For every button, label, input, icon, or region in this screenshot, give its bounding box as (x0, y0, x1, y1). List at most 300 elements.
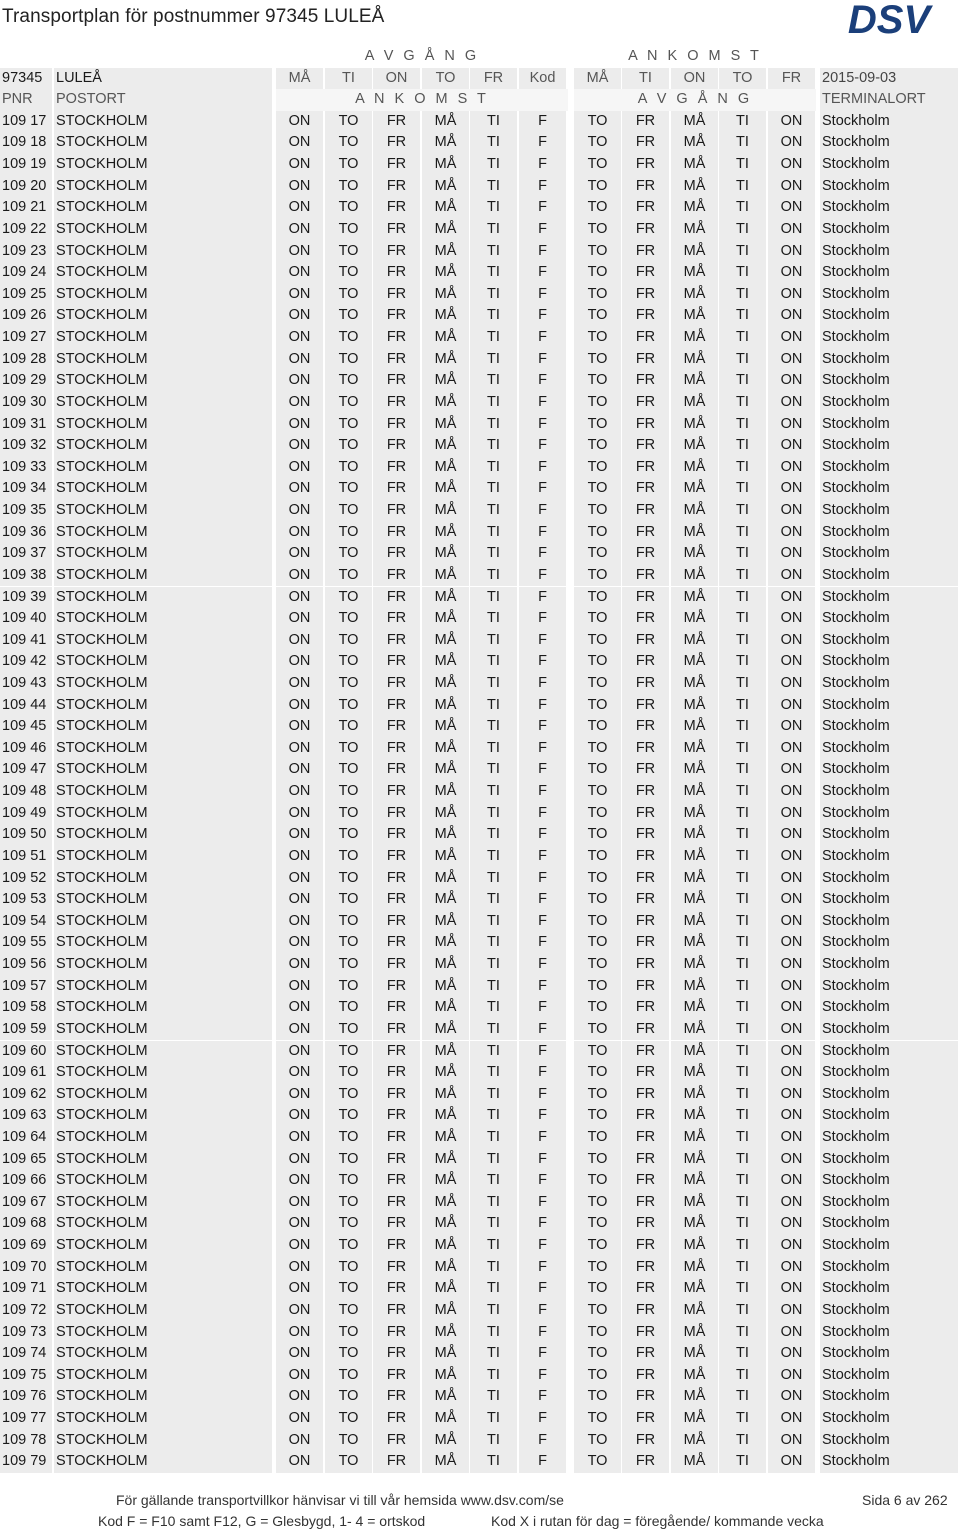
row-pnr: 109 39 (0, 587, 52, 609)
row-pnr: 109 40 (0, 608, 52, 630)
row-arrival-day: FR (373, 1365, 420, 1387)
row-departure-day: ON (768, 219, 815, 241)
row-departure-day: FR (622, 414, 669, 436)
row-departure-day: TI (719, 111, 766, 133)
row-arrival-day: TO (325, 154, 372, 176)
footer-week-legend: Kod X i rutan för dag = föregående/ kommande vecka (491, 1513, 824, 1529)
row-departure-day: MÅ (671, 522, 718, 544)
row-arrival-day: ON (276, 327, 323, 349)
row-terminal: Stockholm (820, 889, 958, 911)
row-departure-day: ON (768, 176, 815, 198)
row-departure-day: TI (719, 1408, 766, 1430)
row-departure-day: TI (719, 1235, 766, 1257)
row-pnr: 109 44 (0, 695, 52, 717)
row-departure-day: MÅ (671, 1430, 718, 1452)
row-pnr: 109 69 (0, 1235, 52, 1257)
row-departure-day: MÅ (671, 284, 718, 306)
row-departure-day: MÅ (671, 1235, 718, 1257)
row-arrival-day: ON (276, 1235, 323, 1257)
avgang-header: A V G Å N G (364, 48, 480, 64)
row-terminal: Stockholm (820, 1105, 958, 1127)
row-arrival-day: TI (470, 1257, 517, 1279)
row-departure-day: TI (719, 154, 766, 176)
row-arrival-day: FR (373, 1257, 420, 1279)
row-terminal: Stockholm (820, 327, 958, 349)
row-postort: STOCKHOLM (54, 1408, 272, 1430)
row-departure-day: MÅ (671, 824, 718, 846)
row-arrival-day: F (519, 781, 566, 803)
row-arrival-day: TO (325, 1451, 372, 1473)
row-terminal: Stockholm (820, 305, 958, 327)
row-arrival-day: ON (276, 1278, 323, 1300)
row-departure-day: TI (719, 1343, 766, 1365)
row-arrival-day: FR (373, 716, 420, 738)
row-pnr: 109 49 (0, 803, 52, 825)
row-departure-day: FR (622, 1235, 669, 1257)
row-arrival-day: TI (470, 522, 517, 544)
row-arrival-day: TO (325, 305, 372, 327)
row-arrival-day: ON (276, 154, 323, 176)
row-arrival-day: TO (325, 932, 372, 954)
row-arrival-day: TI (470, 478, 517, 500)
row-departure-day: TO (574, 803, 621, 825)
row-departure-day: FR (622, 889, 669, 911)
page-title: Transportplan för postnummer 97345 LULEÅ (2, 6, 385, 27)
row-arrival-day: FR (373, 392, 420, 414)
row-arrival-day: F (519, 478, 566, 500)
row-departure-day: TO (574, 889, 621, 911)
row-arrival-day: F (519, 154, 566, 176)
row-departure-day: TI (719, 1105, 766, 1127)
row-terminal: Stockholm (820, 219, 958, 241)
row-arrival-day: TO (325, 241, 372, 263)
row-arrival-day: ON (276, 457, 323, 479)
row-terminal: Stockholm (820, 976, 958, 998)
row-arrival-day: TI (470, 262, 517, 284)
row-arrival-day: TI (470, 1149, 517, 1171)
row-arrival-day: ON (276, 1149, 323, 1171)
row-postort: STOCKHOLM (54, 1365, 272, 1387)
row-pnr: 109 70 (0, 1257, 52, 1279)
row-arrival-day: TO (325, 1430, 372, 1452)
row-departure-day: ON (768, 1041, 815, 1063)
row-departure-day: FR (622, 1322, 669, 1344)
row-arrival-day: F (519, 1127, 566, 1149)
row-arrival-day: TO (325, 392, 372, 414)
row-arrival-day: TO (325, 370, 372, 392)
row-arrival-day: F (519, 1451, 566, 1473)
row-pnr: 109 51 (0, 846, 52, 868)
row-departure-day: MÅ (671, 370, 718, 392)
row-arrival-day: TI (470, 1019, 517, 1041)
row-pnr: 109 25 (0, 284, 52, 306)
row-arrival-day: F (519, 1386, 566, 1408)
row-departure-day: FR (622, 932, 669, 954)
row-arrival-day: TI (470, 500, 517, 522)
row-departure-day: ON (768, 241, 815, 263)
row-arrival-day: TO (325, 500, 372, 522)
row-arrival-day: ON (276, 759, 323, 781)
row-departure-day: FR (622, 673, 669, 695)
row-departure-day: FR (622, 111, 669, 133)
row-terminal: Stockholm (820, 932, 958, 954)
row-arrival-day: TO (325, 1192, 372, 1214)
row-departure-day: FR (622, 1170, 669, 1192)
row-departure-day: FR (622, 1041, 669, 1063)
row-arrival-day: TI (470, 219, 517, 241)
row-arrival-day: ON (276, 522, 323, 544)
row-departure-day: TO (574, 1170, 621, 1192)
row-pnr: 109 38 (0, 565, 52, 587)
row-departure-day: TO (574, 1343, 621, 1365)
row-departure-day: TI (719, 478, 766, 500)
row-terminal: Stockholm (820, 500, 958, 522)
row-terminal: Stockholm (820, 695, 958, 717)
row-arrival-day: ON (276, 1322, 323, 1344)
row-departure-day: FR (622, 500, 669, 522)
header-right-day: MÅ (574, 68, 621, 90)
row-postort: STOCKHOLM (54, 262, 272, 284)
row-departure-day: TI (719, 132, 766, 154)
row-postort: STOCKHOLM (54, 587, 272, 609)
row-arrival-day: MÅ (422, 1430, 469, 1452)
row-arrival-day: FR (373, 154, 420, 176)
row-departure-day: ON (768, 1365, 815, 1387)
row-departure-day: TI (719, 219, 766, 241)
row-arrival-day: TO (325, 1084, 372, 1106)
row-departure-day: MÅ (671, 543, 718, 565)
row-arrival-day: TI (470, 1170, 517, 1192)
row-departure-day: TI (719, 1127, 766, 1149)
row-departure-day: ON (768, 197, 815, 219)
row-arrival-day: ON (276, 241, 323, 263)
row-arrival-day: TI (470, 1084, 517, 1106)
row-departure-day: FR (622, 1149, 669, 1171)
row-terminal: Stockholm (820, 176, 958, 198)
row-arrival-day: TO (325, 1041, 372, 1063)
row-pnr: 109 72 (0, 1300, 52, 1322)
row-departure-day: TO (574, 781, 621, 803)
row-departure-day: TO (574, 1149, 621, 1171)
row-arrival-day: ON (276, 435, 323, 457)
row-arrival-day: F (519, 976, 566, 998)
row-arrival-day: FR (373, 781, 420, 803)
row-arrival-day: F (519, 500, 566, 522)
row-postort: STOCKHOLM (54, 868, 272, 890)
row-departure-day: TI (719, 1451, 766, 1473)
row-departure-day: FR (622, 522, 669, 544)
row-postort: STOCKHOLM (54, 392, 272, 414)
header-avgang-label: A V G Å N G (574, 89, 816, 111)
row-arrival-day: F (519, 695, 566, 717)
row-departure-day: ON (768, 1192, 815, 1214)
row-departure-day: TI (719, 1322, 766, 1344)
row-departure-day: TI (719, 349, 766, 371)
row-arrival-day: TO (325, 651, 372, 673)
row-departure-day: TI (719, 1365, 766, 1387)
row-departure-day: FR (622, 630, 669, 652)
footer-terms: För gällande transportvillkor hänvisar vi till vår hemsida www.dsv.com/se (116, 1492, 564, 1508)
row-departure-day: FR (622, 1192, 669, 1214)
row-arrival-day: F (519, 241, 566, 263)
row-arrival-day: MÅ (422, 1343, 469, 1365)
row-departure-day: TO (574, 1430, 621, 1452)
row-postort: STOCKHOLM (54, 759, 272, 781)
row-arrival-day: FR (373, 803, 420, 825)
row-departure-day: ON (768, 651, 815, 673)
row-arrival-day: MÅ (422, 370, 469, 392)
row-departure-day: TI (719, 176, 766, 198)
row-departure-day: MÅ (671, 327, 718, 349)
row-pnr: 109 24 (0, 262, 52, 284)
row-departure-day: ON (768, 846, 815, 868)
row-departure-day: FR (622, 695, 669, 717)
row-departure-day: TI (719, 889, 766, 911)
row-arrival-day: FR (373, 414, 420, 436)
row-pnr: 109 19 (0, 154, 52, 176)
row-arrival-day: TI (470, 738, 517, 760)
row-pnr: 109 50 (0, 824, 52, 846)
row-departure-day: FR (622, 457, 669, 479)
row-departure-day: FR (622, 997, 669, 1019)
row-departure-day: TI (719, 738, 766, 760)
header-left-day: TI (325, 68, 372, 90)
row-departure-day: FR (622, 1408, 669, 1430)
row-arrival-day: TO (325, 284, 372, 306)
header-left-day: MÅ (276, 68, 323, 90)
row-departure-day: FR (622, 284, 669, 306)
row-departure-day: MÅ (671, 565, 718, 587)
row-arrival-day: TI (470, 349, 517, 371)
row-arrival-day: TI (470, 716, 517, 738)
row-departure-day: FR (622, 868, 669, 890)
row-terminal: Stockholm (820, 1300, 958, 1322)
row-arrival-day: MÅ (422, 651, 469, 673)
row-pnr: 109 65 (0, 1149, 52, 1171)
row-postort: STOCKHOLM (54, 1278, 272, 1300)
row-arrival-day: TI (470, 1300, 517, 1322)
row-arrival-day: F (519, 1430, 566, 1452)
row-departure-day: ON (768, 457, 815, 479)
row-departure-day: MÅ (671, 435, 718, 457)
row-pnr: 109 52 (0, 868, 52, 890)
row-arrival-day: FR (373, 759, 420, 781)
row-departure-day: TI (719, 1278, 766, 1300)
row-postort: STOCKHOLM (54, 1451, 272, 1473)
row-pnr: 109 23 (0, 241, 52, 263)
row-departure-day: TI (719, 392, 766, 414)
row-pnr: 109 18 (0, 132, 52, 154)
row-departure-day: MÅ (671, 803, 718, 825)
row-arrival-day: TI (470, 630, 517, 652)
row-postort: STOCKHOLM (54, 1170, 272, 1192)
row-departure-day: ON (768, 1170, 815, 1192)
row-arrival-day: TI (470, 695, 517, 717)
row-terminal: Stockholm (820, 608, 958, 630)
row-arrival-day: TO (325, 327, 372, 349)
row-arrival-day: F (519, 1192, 566, 1214)
row-departure-day: MÅ (671, 154, 718, 176)
row-postort: STOCKHOLM (54, 1192, 272, 1214)
row-departure-day: TO (574, 522, 621, 544)
row-arrival-day: TI (470, 370, 517, 392)
row-departure-day: ON (768, 500, 815, 522)
row-arrival-day: TO (325, 457, 372, 479)
row-arrival-day: TI (470, 197, 517, 219)
row-arrival-day: ON (276, 1084, 323, 1106)
row-arrival-day: F (519, 1365, 566, 1387)
row-departure-day: FR (622, 1430, 669, 1452)
row-departure-day: MÅ (671, 1278, 718, 1300)
row-arrival-day: FR (373, 1235, 420, 1257)
row-arrival-day: TO (325, 1408, 372, 1430)
row-postort: STOCKHOLM (54, 976, 272, 998)
row-arrival-day: FR (373, 1408, 420, 1430)
row-departure-day: TO (574, 1062, 621, 1084)
ankomst-header: A N K O M S T (628, 48, 762, 64)
row-departure-day: MÅ (671, 997, 718, 1019)
row-arrival-day: F (519, 1062, 566, 1084)
row-arrival-day: F (519, 543, 566, 565)
header-right-day: TI (622, 68, 669, 90)
row-arrival-day: ON (276, 284, 323, 306)
row-departure-day: ON (768, 868, 815, 890)
row-departure-day: MÅ (671, 889, 718, 911)
row-arrival-day: F (519, 349, 566, 371)
row-arrival-day: F (519, 219, 566, 241)
row-departure-day: FR (622, 1451, 669, 1473)
row-terminal: Stockholm (820, 1451, 958, 1473)
row-departure-day: FR (622, 608, 669, 630)
row-arrival-day: ON (276, 587, 323, 609)
row-arrival-day: TI (470, 759, 517, 781)
row-arrival-day: MÅ (422, 1062, 469, 1084)
row-terminal: Stockholm (820, 111, 958, 133)
row-arrival-day: FR (373, 1192, 420, 1214)
row-arrival-day: TI (470, 1041, 517, 1063)
row-arrival-day: TI (470, 132, 517, 154)
row-departure-day: TO (574, 219, 621, 241)
row-postort: STOCKHOLM (54, 954, 272, 976)
row-arrival-day: MÅ (422, 522, 469, 544)
row-pnr: 109 56 (0, 954, 52, 976)
row-pnr: 109 61 (0, 1062, 52, 1084)
row-postort: STOCKHOLM (54, 176, 272, 198)
row-arrival-day: ON (276, 868, 323, 890)
row-arrival-day: TO (325, 803, 372, 825)
row-departure-day: TI (719, 1430, 766, 1452)
row-terminal: Stockholm (820, 803, 958, 825)
row-departure-day: TI (719, 587, 766, 609)
row-terminal: Stockholm (820, 154, 958, 176)
row-arrival-day: MÅ (422, 997, 469, 1019)
row-pnr: 109 55 (0, 932, 52, 954)
row-arrival-day: F (519, 1300, 566, 1322)
logo-text: DSV (847, 0, 931, 38)
row-arrival-day: TI (470, 1278, 517, 1300)
row-departure-day: MÅ (671, 1192, 718, 1214)
row-arrival-day: ON (276, 932, 323, 954)
row-departure-day: ON (768, 1149, 815, 1171)
row-arrival-day: ON (276, 1408, 323, 1430)
row-pnr: 109 32 (0, 435, 52, 457)
row-terminal: Stockholm (820, 457, 958, 479)
row-terminal: Stockholm (820, 1235, 958, 1257)
row-departure-day: TO (574, 1213, 621, 1235)
row-departure-day: MÅ (671, 1149, 718, 1171)
row-arrival-day: F (519, 327, 566, 349)
row-departure-day: ON (768, 1235, 815, 1257)
row-arrival-day: F (519, 651, 566, 673)
row-arrival-day: MÅ (422, 1170, 469, 1192)
row-departure-day: ON (768, 565, 815, 587)
row-arrival-day: F (519, 608, 566, 630)
row-departure-day: FR (622, 349, 669, 371)
row-departure-day: MÅ (671, 695, 718, 717)
header-postort-label: POSTORT (54, 89, 272, 111)
row-departure-day: ON (768, 954, 815, 976)
row-arrival-day: TI (470, 1322, 517, 1344)
row-terminal: Stockholm (820, 716, 958, 738)
row-departure-day: ON (768, 1127, 815, 1149)
row-departure-day: TI (719, 651, 766, 673)
row-arrival-day: F (519, 176, 566, 198)
row-arrival-day: TO (325, 478, 372, 500)
row-arrival-day: MÅ (422, 500, 469, 522)
row-arrival-day: FR (373, 241, 420, 263)
row-postort: STOCKHOLM (54, 197, 272, 219)
row-departure-day: ON (768, 349, 815, 371)
row-terminal: Stockholm (820, 868, 958, 890)
row-arrival-day: ON (276, 889, 323, 911)
row-departure-day: TO (574, 414, 621, 436)
row-terminal: Stockholm (820, 1019, 958, 1041)
row-arrival-day: MÅ (422, 889, 469, 911)
row-pnr: 109 36 (0, 522, 52, 544)
row-arrival-day: TO (325, 543, 372, 565)
row-departure-day: FR (622, 176, 669, 198)
row-arrival-day: MÅ (422, 1127, 469, 1149)
row-arrival-day: F (519, 284, 566, 306)
row-departure-day: FR (622, 219, 669, 241)
row-arrival-day: TI (470, 868, 517, 890)
row-arrival-day: TO (325, 176, 372, 198)
row-departure-day: FR (622, 154, 669, 176)
row-departure-day: TO (574, 478, 621, 500)
row-arrival-day: TO (325, 738, 372, 760)
row-departure-day: ON (768, 1084, 815, 1106)
row-arrival-day: F (519, 1408, 566, 1430)
row-postort: STOCKHOLM (54, 305, 272, 327)
row-arrival-day: TI (470, 651, 517, 673)
row-terminal: Stockholm (820, 911, 958, 933)
row-departure-day: MÅ (671, 219, 718, 241)
row-departure-day: ON (768, 1300, 815, 1322)
row-pnr: 109 27 (0, 327, 52, 349)
row-arrival-day: F (519, 587, 566, 609)
row-departure-day: MÅ (671, 1408, 718, 1430)
row-departure-day: FR (622, 587, 669, 609)
row-departure-day: ON (768, 522, 815, 544)
row-departure-day: TO (574, 1084, 621, 1106)
row-departure-day: MÅ (671, 1300, 718, 1322)
row-departure-day: MÅ (671, 651, 718, 673)
row-departure-day: TI (719, 824, 766, 846)
row-arrival-day: TI (470, 932, 517, 954)
row-arrival-day: FR (373, 478, 420, 500)
row-departure-day: TI (719, 716, 766, 738)
row-arrival-day: FR (373, 587, 420, 609)
